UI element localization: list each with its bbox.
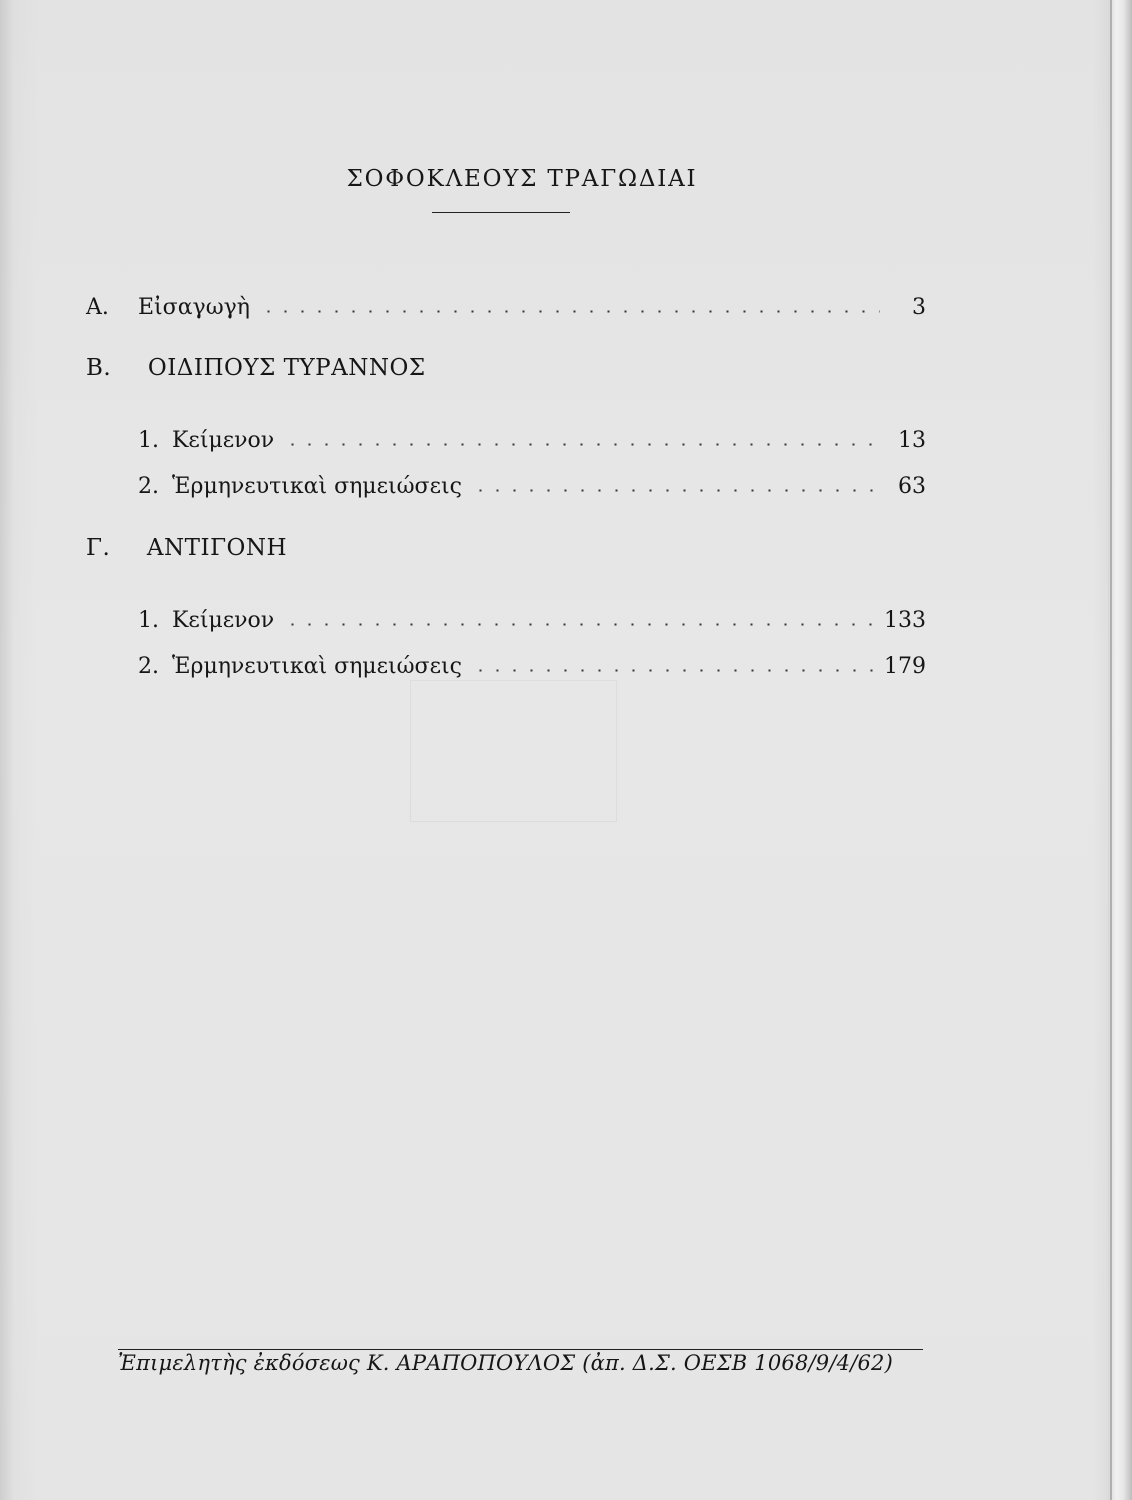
entry-label: Κείμενον bbox=[172, 608, 275, 633]
section-title-antigone: ΑΝΤΙΓΟΝΗ bbox=[146, 535, 288, 561]
dot-leader bbox=[472, 668, 874, 673]
footer-rule bbox=[118, 1349, 923, 1350]
toc-entry-antigone-text bbox=[138, 592, 926, 632]
page-title: ΣΟΦΟΚΛΕΟΥΣ ΤΡΑΓΩΔΙΑΙ bbox=[346, 166, 698, 192]
section-letter-b: Β. bbox=[86, 355, 112, 381]
introduction-label: Εἰσαγωγὴ bbox=[138, 295, 250, 320]
entry-number: 2. bbox=[138, 474, 159, 499]
dot-leader bbox=[260, 309, 880, 314]
entry-number: 1. bbox=[138, 608, 159, 633]
title-rule bbox=[432, 212, 570, 213]
toc-entry-introduction bbox=[86, 279, 926, 319]
toc-entry-antigone-notes bbox=[138, 638, 926, 678]
dot-leader bbox=[284, 622, 874, 627]
section-heading-oedipus bbox=[86, 357, 426, 380]
section-title-oedipus: ΟΙΔΙΠΟΥΣ ΤΥΡΑΝΝΟΣ bbox=[147, 355, 426, 381]
dot-leader bbox=[284, 442, 880, 447]
entry-number: 1. bbox=[138, 428, 159, 453]
page-number-13: 13 bbox=[898, 428, 926, 453]
page-edge-line bbox=[1110, 0, 1112, 1500]
page-number-3: 3 bbox=[912, 295, 926, 320]
entry-label: Ἑρμηνευτικαὶ σημειώσεις bbox=[172, 654, 462, 679]
page-number-179: 179 bbox=[884, 654, 926, 679]
toc-entry-oedipus-notes bbox=[138, 458, 926, 498]
entry-number: 2. bbox=[138, 654, 159, 679]
faint-show-through-rectangle bbox=[410, 680, 617, 822]
section-letter-a: Α. bbox=[86, 295, 109, 320]
toc-entry-oedipus-text bbox=[138, 412, 926, 452]
entry-label: Κείμενον bbox=[172, 428, 275, 453]
section-letter-g: Γ. bbox=[86, 535, 111, 561]
section-heading-antigone bbox=[86, 537, 287, 560]
dot-leader bbox=[472, 488, 880, 493]
page-number-133: 133 bbox=[884, 608, 926, 633]
entry-label: Ἑρμηνευτικαὶ σημειώσεις bbox=[172, 474, 462, 499]
page-number-63: 63 bbox=[898, 474, 926, 499]
editor-footer-note: Ἐπιμελητὴς ἐκδόσεως Κ. ΑΡΑΠΟΠΟΥΛΟΣ (ἀπ. Δ.Σ. ΟΕΣΒ 1068/9/4/62) bbox=[118, 1351, 893, 1375]
